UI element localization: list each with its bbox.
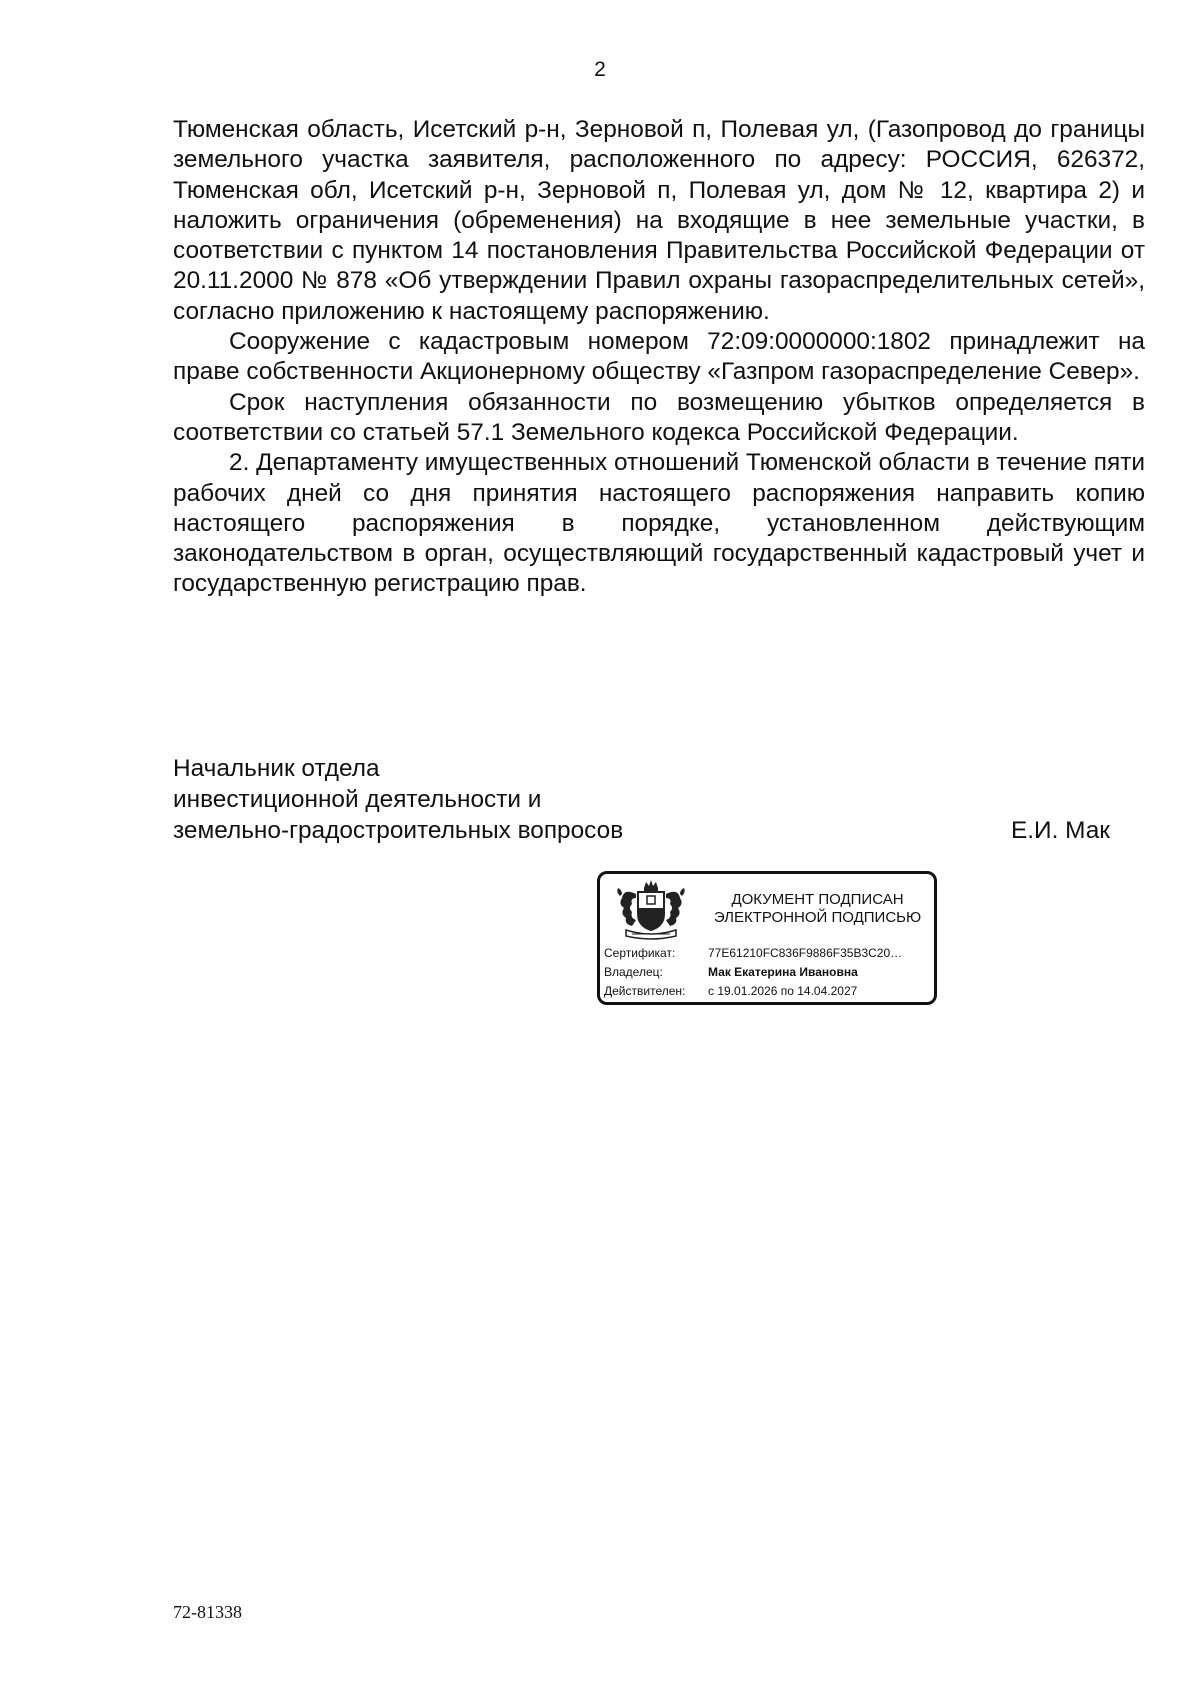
paragraph-item-2: 2. Департаменту имущественных отношений Тюменской области в течение пяти рабочих дней со дня принятия настоящего распоряжения направить копию настоящего распоряжения в порядке, установленном действующим законодательством в орган, осуществляющий государственный кадастровый учет и государственную регистрацию прав. xyxy=(173,449,1145,598)
certificate-label: Сертификат: xyxy=(604,946,676,960)
signer-name: Е.И. Мак xyxy=(1011,817,1110,844)
certificate-value: 77E61210FC836F9886F35B3C20… xyxy=(708,946,903,960)
paragraph-compensation-term: Срок наступления обязанности по возмещению убытков определяется в соответствии со статьей 57.1 Земельного кодекса Российской Федерации. xyxy=(173,388,1145,446)
tyumen-coat-of-arms-icon xyxy=(610,878,692,942)
signer-position-line: земельно-градостроительных вопросов xyxy=(173,817,624,844)
document-code: 72-81338 xyxy=(173,1602,242,1622)
document-body xyxy=(173,115,1145,600)
electronic-signature-stamp xyxy=(597,871,937,1005)
owner-label: Владелец: xyxy=(604,965,663,979)
signer-position xyxy=(173,753,623,846)
stamp-title xyxy=(705,891,930,927)
stamp-certificate-row xyxy=(604,946,902,960)
page-number: 2 xyxy=(594,58,606,81)
stamp-validity-row xyxy=(604,984,857,998)
validity-value: с 19.01.2026 по 14.04.2027 xyxy=(708,984,858,998)
stamp-title-line: ДОКУМЕНТ ПОДПИСАН xyxy=(731,891,904,908)
validity-label: Действителен: xyxy=(604,984,686,998)
stamp-owner-row xyxy=(604,965,858,979)
paragraph-continuation: Тюменская область, Исетский р-н, Зерновой п, Полевая ул, (Газопровод до границы земельного участка заявителя, расположенного по адресу: РОССИЯ, 626372, Тюменская обл, Исетский р-н, Зерновой п, Полевая ул, дом № 12, квартира 2) и наложить ограничения (обременения) на входящие в нее земельные участки, в соответствии с пунктом 14 постановления Правительства Российской Федерации от 20.11.2000 № 878 «Об утверждении Правил охраны газораспределительных сетей», согласно приложению к настоящему распоряжению. xyxy=(173,116,1145,325)
stamp-title-line: ЭЛЕКТРОННОЙ ПОДПИСЬЮ xyxy=(713,909,922,926)
owner-value: Мак Екатерина Ивановна xyxy=(708,965,858,979)
signer-position-line: инвестиционной деятельности и xyxy=(173,786,542,813)
paragraph-ownership: Сооружение с кадастровым номером 72:09:0000000:1802 принадлежит на праве собственности Акционерному обществу «Газпром газораспределение Север». xyxy=(173,328,1145,386)
signer-position-line: Начальник отдела xyxy=(173,755,380,782)
